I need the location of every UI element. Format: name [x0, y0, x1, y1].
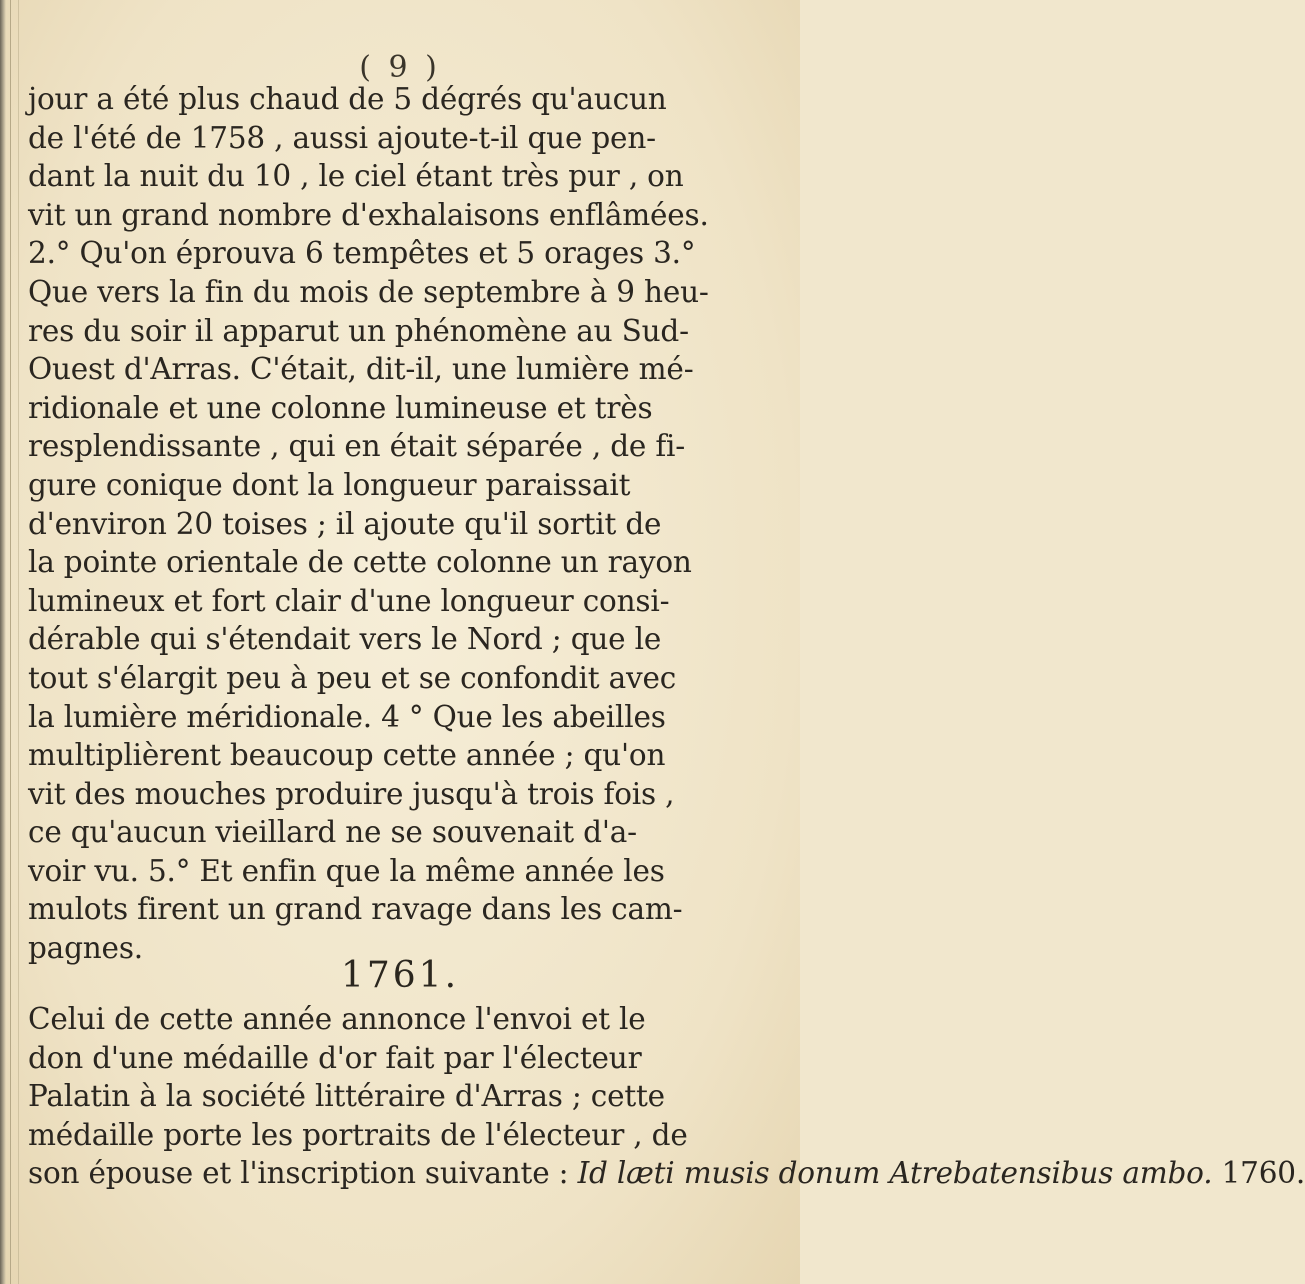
text-line: multiplièrent beaucoup cette année ; qu'on: [28, 738, 666, 773]
inscription-date: 1760.: [1212, 1156, 1305, 1190]
text-line: la pointe orientale de cette colonne un rayon: [28, 545, 692, 580]
text-line: tout s'élargit peu à peu et se confondit avec: [28, 660, 677, 695]
text-line: vit un grand nombre d'exhalaisons enflâmées.: [28, 197, 709, 232]
text-line: d'environ 20 toises ; il ajoute qu'il sortit de: [28, 506, 662, 541]
text-line: jour a été plus chaud de 5 dégrés qu'aucun: [28, 82, 667, 116]
text-line: la lumière méridionale. 4 ° Que les abeilles: [28, 699, 666, 734]
page-number: ( 9 ): [359, 50, 441, 85]
text-line: gure conique dont la longueur paraissait: [28, 467, 631, 502]
page-gutter-line: [10, 0, 11, 1284]
text-line: dérable qui s'étendait vers le Nord ; que le: [28, 622, 662, 657]
text-line: mulots firent un grand ravage dans les cam-: [28, 892, 683, 927]
text-line: Celui de cette année annonce l'envoi et le: [28, 1002, 646, 1036]
paragraph-weather-report: [28, 80, 788, 968]
text-line: res du soir il apparut un phénomène au Sud-: [28, 313, 689, 348]
paragraph-medal: [28, 1000, 1305, 1193]
text-line: Palatin à la société littéraire d'Arras ; cette: [28, 1079, 665, 1113]
year-heading: 1761.: [340, 955, 460, 996]
text-line: Que vers la fin du mois de septembre à 9 heu-: [28, 274, 709, 309]
text-line: ridionale et une colonne lumineuse et très: [28, 390, 653, 425]
text-line: médaille porte les portraits de l'électeur , de: [28, 1117, 688, 1152]
latin-inscription: Id læti musis donum Atrebatensibus ambo.: [577, 1156, 1213, 1190]
text-line: resplendissante , qui en était séparée , de fi-: [28, 429, 686, 464]
text-line: ce qu'aucun vieillard ne se souvenait d'a-: [28, 815, 637, 850]
text-line: vit des mouches produire jusqu'à trois fois ,: [28, 776, 675, 811]
page-edge-shadow: [0, 0, 6, 1284]
text-line: 2.° Qu'on éprouva 6 tempêtes et 5 orages 3.°: [28, 236, 696, 271]
text-line: [28, 1154, 1305, 1193]
text-line: don d'une médaille d'or fait par l'électeur: [28, 1040, 642, 1075]
text-line: de l'été de 1758 , aussi ajoute-t-il que pen-: [28, 120, 656, 155]
text-line-lead: son épouse et l'inscription suivante :: [28, 1156, 578, 1190]
text-line: voir vu. 5.° Et enfin que la même année les: [28, 853, 665, 888]
text-line: Ouest d'Arras. C'était, dit-il, une lumière mé-: [28, 352, 694, 387]
text-line: lumineux et fort clair d'une longueur consi-: [28, 583, 670, 618]
text-line: pagnes.: [28, 931, 143, 966]
page-gutter-line: [18, 0, 19, 1284]
text-line: dant la nuit du 10 , le ciel étant très pur , on: [28, 159, 684, 194]
